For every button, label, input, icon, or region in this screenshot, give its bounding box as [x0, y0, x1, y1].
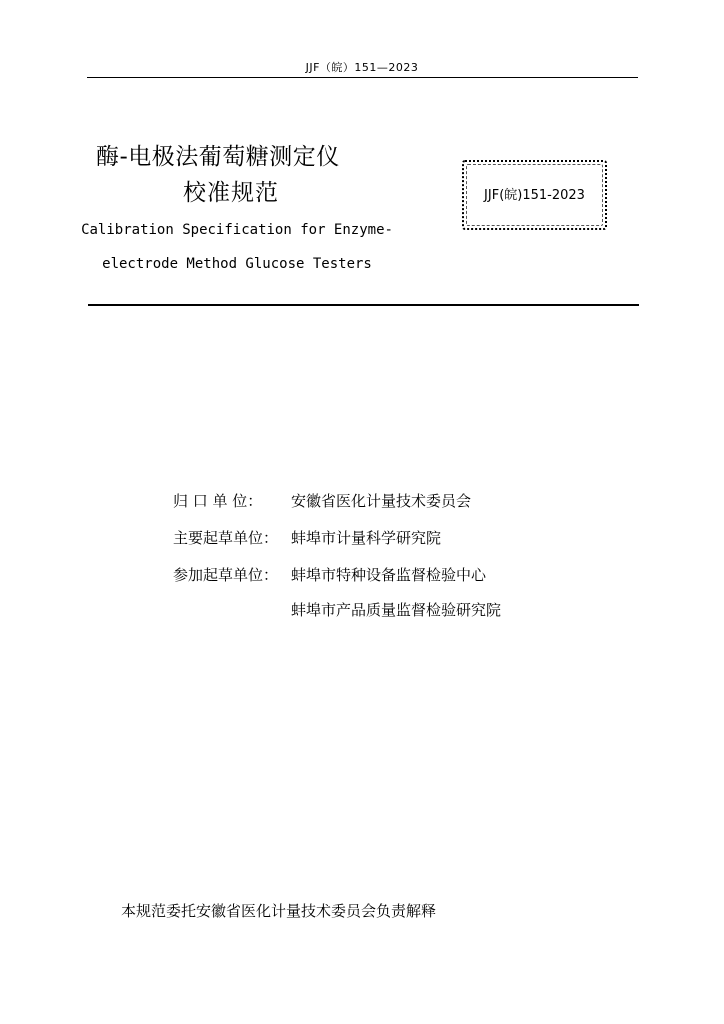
org-value: 蚌埠市特种设备监督检验中心 [291, 566, 487, 584]
title-zh-line2: 校准规范 [183, 180, 279, 206]
org-value: 安徽省医化计量技术委员会 [291, 492, 472, 510]
org-value: 蚌埠市产品质量监督检验研究院 [291, 601, 502, 619]
org-row-participating-drafter [173, 565, 486, 585]
document-code-box [462, 160, 607, 230]
org-value: 蚌埠市计量科学研究院 [291, 529, 442, 547]
title-zh-line1: 酶-电极法葡萄糖测定仪 [96, 144, 340, 170]
title-divider [88, 304, 639, 306]
org-label: 主要起草单位： [173, 529, 279, 547]
org-row-main-drafter [173, 528, 441, 548]
org-label: 归 口 单 位： [173, 492, 263, 510]
org-row-responsible [173, 491, 471, 511]
header-divider [87, 77, 638, 78]
footer-interpretation-note: 本规范委托安徽省医化计量技术委员会负责解释 [121, 902, 437, 920]
org-label: 参加起草单位： [173, 566, 279, 584]
title-en-line2: electrode Method Glucose Testers [102, 256, 372, 272]
header-document-code: JJF（皖）151—2023 [305, 61, 419, 74]
code-box-text: JJF(皖)151-2023 [484, 188, 585, 203]
title-en-line1: Calibration Specification for Enzyme- [81, 222, 393, 238]
org-row-participating-drafter-2 [173, 600, 501, 620]
